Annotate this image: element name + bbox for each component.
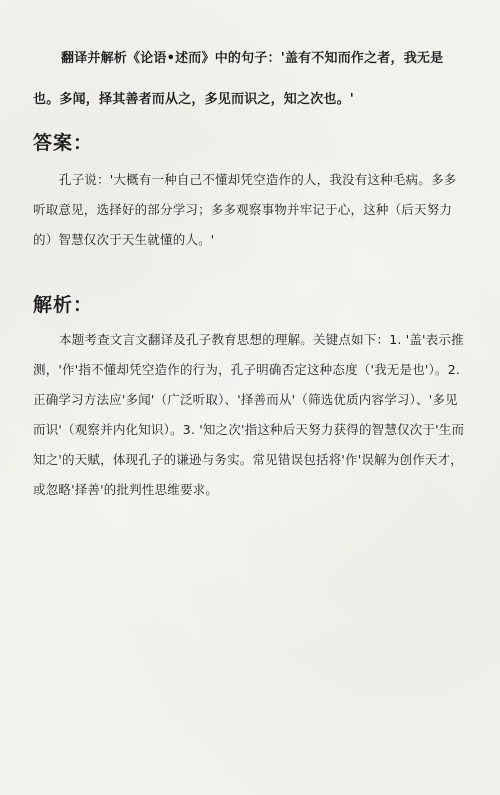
answer-heading: 答案： [33, 132, 94, 154]
question-text: 翻译并解析《论语•述而》中的句子：'盖有不知而作之者，我无是也。多闻，择其善者而从之，多见而识之，知之次也。' [33, 51, 444, 107]
answer-text: 孔子说：'大概有一种自己不懂却凭空造作的人，我没有这种毛病。多多听取意见，选择好的部分学习；多多观察事物并牢记于心，这种（后天努力的）智慧仅次于天生就懂的人。' [33, 172, 457, 247]
analysis-heading: 解析： [33, 294, 94, 316]
analysis-text: 本题考查文言文翻译及孔子教育思想的理解。关键点如下：1. '盖'表示推测，'作'指不懂却凭空造作的行为，孔子明确否定这种态度（'我无是也'）。2. 正确学习方法应'多闻'（广泛听取）、'择善而从'（筛选优质内容学习）、'多见而识'（观察并内化知识）。3. '知之次'指这种后天努力获得的智慧仅次于'生而知之'的天赋，体现孔子的谦逊与务实。常见错误包括将'作'误解为创作天才，或忽略'择善'的批判性思维要求。 [33, 332, 465, 497]
